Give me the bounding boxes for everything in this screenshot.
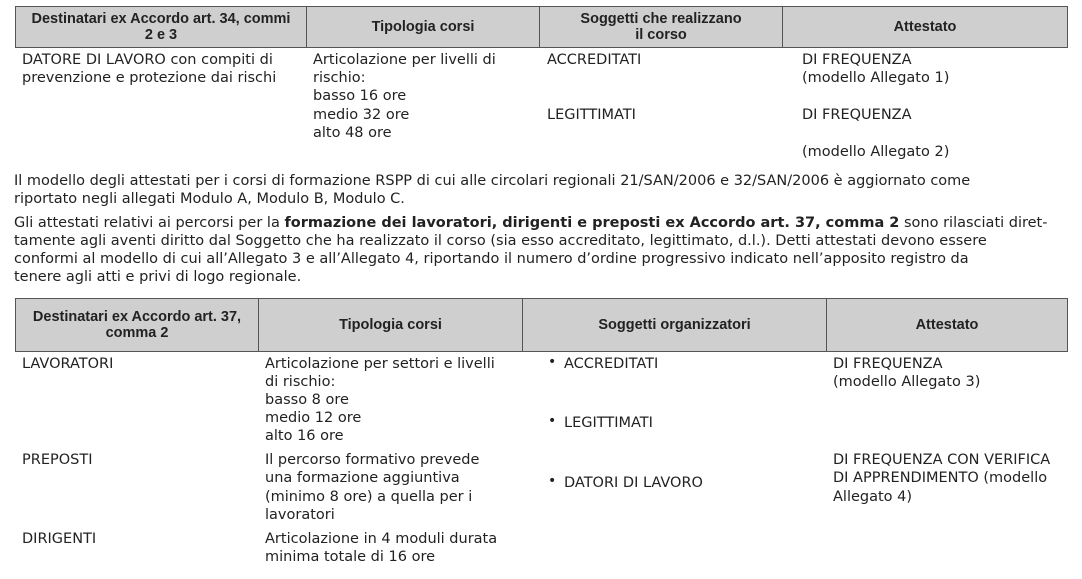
- t1-soggetti-legittimati: LEGITTIMATI: [547, 107, 636, 123]
- paragraph-rspp-line2: riportato negli allegati Modulo A, Modulo B, Modulo C.: [14, 191, 405, 207]
- bullet-icon: •: [548, 413, 557, 429]
- t1-attestato-line4: (modello Allegato 2): [802, 144, 950, 160]
- paragraph-attestati-line1: [14, 214, 1068, 232]
- t2-attestato2-line1: DI FREQUENZA CON VERIFICA: [833, 452, 1051, 468]
- bullet-icon: •: [548, 473, 557, 489]
- t1-attestato-line2: (modello Allegato 1): [802, 70, 950, 86]
- t2-tipologia-lav-1: Articolazione per settori e livelli: [265, 356, 495, 372]
- t1-tipologia-line5: alto 48 ore: [313, 125, 392, 141]
- table1-header-attestato: [782, 6, 1068, 48]
- lead-text: Gli attestati relativi ai percorsi per la: [14, 215, 285, 231]
- header-label: Tipologia corsi: [371, 19, 475, 35]
- bold-text: formazione dei lavoratori, dirigenti e preposti ex Accordo art. 37, comma 2: [284, 215, 900, 231]
- t1-destinatari-line2: prevenzione e protezione dai rischi: [22, 70, 277, 86]
- t2-attestato1-line1: DI FREQUENZA: [833, 356, 943, 372]
- t1-tipologia-line3: basso 16 ore: [313, 88, 407, 104]
- table2-header-attestato: [826, 298, 1068, 352]
- t2-destinatari-lavoratori: LAVORATORI: [22, 356, 114, 372]
- table2-header-tipologia: [258, 298, 523, 352]
- header-label: Attestato: [893, 19, 957, 35]
- table1-header-tipologia: [306, 6, 540, 48]
- header-label: Destinatari ex Accordo art. 37, comma 2: [32, 309, 242, 341]
- t2-attestato2-line2: DI APPRENDIMENTO (modello: [833, 470, 1048, 486]
- t2-soggetti-datori: DATORI DI LAVORO: [564, 475, 703, 491]
- t1-tipologia-line4: medio 32 ore: [313, 107, 410, 123]
- paragraph-attestati: [14, 214, 1068, 286]
- t2-tipologia-lav-5: alto 16 ore: [265, 428, 344, 444]
- t2-tipologia-lav-3: basso 8 ore: [265, 392, 349, 408]
- paragraph-attestati-line2: tamente agli aventi diritto dal Soggetto che ha realizzato il corso (sia esso accreditato, legittimato, d.l.). Detti attestati devono essere: [14, 233, 987, 249]
- header-label: Destinatari ex Accordo art. 34, commi 2 e 3: [31, 11, 291, 43]
- paragraph-attestati-line4: tenere agli atti e privi di logo regionale.: [14, 269, 302, 285]
- paragraph-rspp: [14, 172, 1068, 208]
- t2-soggetti-legittimati: LEGITTIMATI: [564, 415, 653, 431]
- t2-tipologia-lav-2: di rischio:: [265, 374, 336, 390]
- t2-attestato2-line3: Allegato 4): [833, 489, 913, 505]
- t2-tipologia-prep-3: (minimo 8 ore) a quella per i: [265, 489, 473, 505]
- t2-destinatari-preposti: PREPOSTI: [22, 452, 93, 468]
- t1-soggetti-accreditati: ACCREDITATI: [547, 52, 642, 68]
- table1-header-soggetti: [539, 6, 783, 48]
- t1-attestato-line3: DI FREQUENZA: [802, 107, 912, 123]
- t2-soggetti-accreditati: ACCREDITATI: [564, 356, 659, 372]
- table2-header-soggetti: [522, 298, 827, 352]
- header-label: Soggetti organizzatori: [598, 317, 751, 333]
- t1-tipologia-line2: rischio:: [313, 70, 366, 86]
- tail-text: sono rilasciati diret-: [899, 215, 1048, 231]
- bullet-icon: •: [548, 354, 557, 370]
- t2-tipologia-prep-4: lavoratori: [265, 507, 335, 523]
- t2-tipologia-prep-2: una formazione aggiuntiva: [265, 470, 460, 486]
- t2-attestato1-line2: (modello Allegato 3): [833, 374, 981, 390]
- t2-tipologia-prep-1: Il percorso formativo prevede: [265, 452, 480, 468]
- t2-tipologia-dir-2: minima totale di 16 ore: [265, 549, 436, 565]
- t1-attestato-line1: DI FREQUENZA: [802, 52, 912, 68]
- t1-destinatari-line1: DATORE DI LAVORO con compiti di: [22, 52, 273, 68]
- t2-destinatari-dirigenti: DIRIGENTI: [22, 531, 97, 547]
- t2-tipologia-lav-4: medio 12 ore: [265, 410, 362, 426]
- header-label: Tipologia corsi: [339, 317, 442, 333]
- table2-header-destinatari: [15, 298, 259, 352]
- table1-header-destinatari: [15, 6, 307, 48]
- header-label: Attestato: [915, 317, 979, 333]
- t2-tipologia-dir-1: Articolazione in 4 moduli durata: [265, 531, 498, 547]
- paragraph-attestati-line3: conformi al modello di cui all’Allegato 3 e all’Allegato 4, riportando il numero d’ordine progressivo indicato nell’apposito registro da: [14, 251, 969, 267]
- paragraph-rspp-line1: Il modello degli attestati per i corsi di formazione RSPP di cui alle circolari regionali 21/SAN/2006 e 32/SAN/2006 è aggiornato come: [14, 173, 971, 189]
- t1-tipologia-line1: Articolazione per livelli di: [313, 52, 496, 68]
- header-label: Soggetti che realizzano il corso: [580, 11, 742, 43]
